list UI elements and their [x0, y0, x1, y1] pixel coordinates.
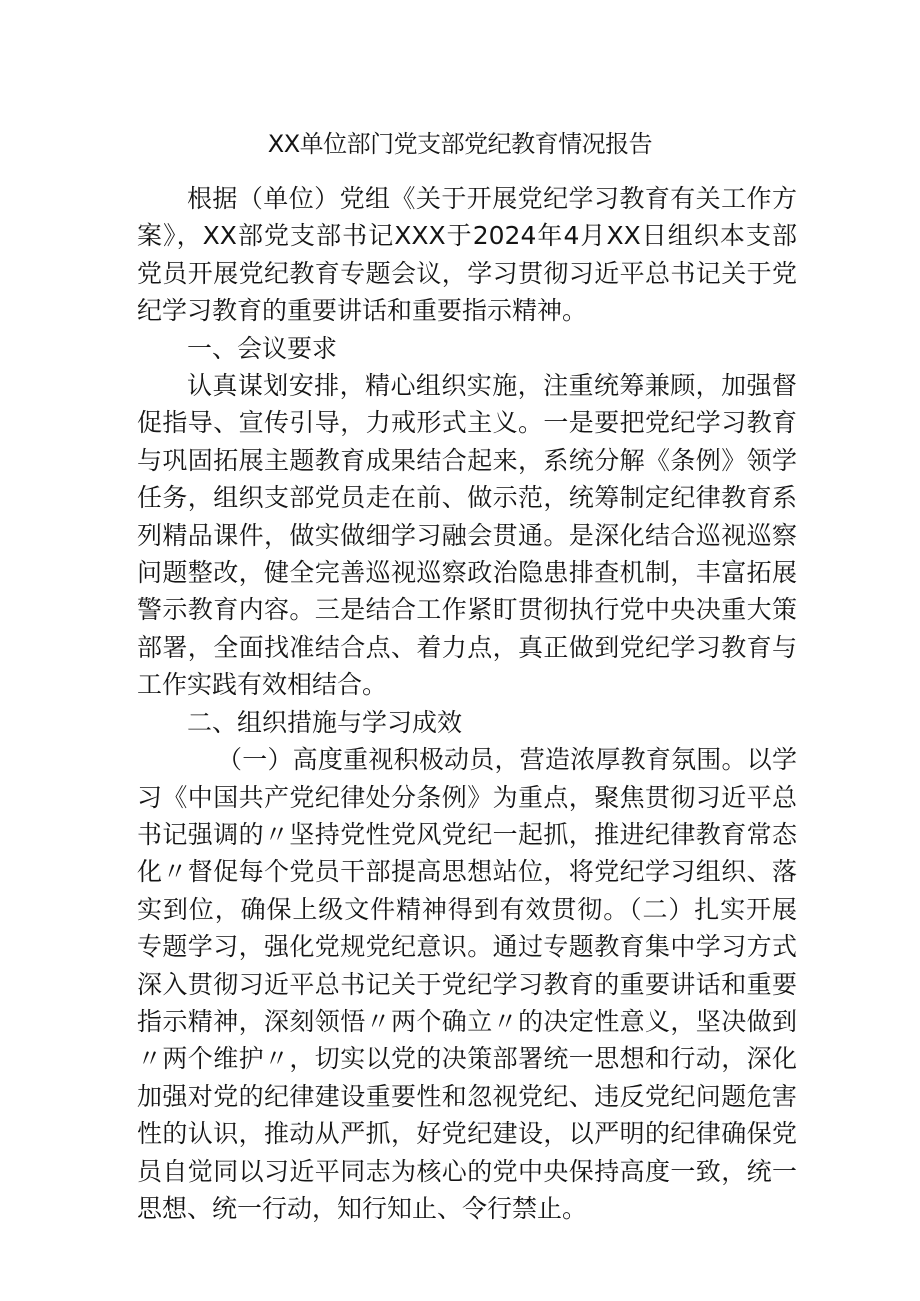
document-body	[137, 180, 797, 1227]
section-paragraph-meeting-requirements: 认真谋划安排，精心组织实施，注重统筹兼顾，加强督促指导、宣传引导，力戒形式主义。一是要把党纪学习教育与巩固拓展主题教育成果结合起来，系统分解《条例》领学任务，组织支部党员走在前、做示范，统筹制定纪律教育系列精品课件，做实做细学习融会贯通。是深化结合巡视巡察问题整改，健全完善巡视巡察政治隐患排查机制，丰富拓展警示教育内容。三是结合工作紧盯贯彻执行党中央决重大策部署，全面找准结合点、着力点，真正做到党纪学习教育与工作实践有效相结合。	[137, 371, 797, 700]
section-paragraph-measures-results: （一）高度重视积极动员，营造浓厚教育氛围。以学习《中国共产党纪律处分条例》为重点，聚焦贯彻习近平总书记强调的〃坚持党性党风党纪一起抓，推进纪律教育常态化〃督促每个党员干部提高思想站位，将党纪学习组织、落实到位，确保上级文件精神得到有效贯彻。（二）扎实开展专题学习，强化党规党纪意识。通过专题教育集中学习方式深入贯彻习近平总书记关于党纪学习教育的重要讲话和重要指示精神，深刻领悟〃两个确立〃的决定性意义，坚决做到〃两个维护〃，切实以党的决策部署统一思想和行动，深化加强对党的纪律建设重要性和忽视党纪、违反党纪问题危害性的认识，推动从严抓，好党纪建设，以严明的纪律确保党员自觉同以习近平同志为核心的党中央保持高度一致，统一思想、统一行动，知行知止、令行禁止。	[137, 745, 797, 1223]
document-title: XX单位部门党支部党纪教育情况报告	[267, 130, 653, 158]
intro-paragraph: 根据（单位）党组《关于开展党纪学习教育有关工作方案》，XX部党支部书记XXX于2024年4月XX日组织本支部党员开展党纪教育专题会议，学习贯彻习近平总书记关于党纪学习教育的重要讲话和重要指示精神。	[137, 184, 797, 326]
section-heading-measures-results: 二、组织措施与学习成效	[187, 707, 463, 737]
section-heading-meeting-requirements: 一、会议要求	[187, 333, 338, 363]
